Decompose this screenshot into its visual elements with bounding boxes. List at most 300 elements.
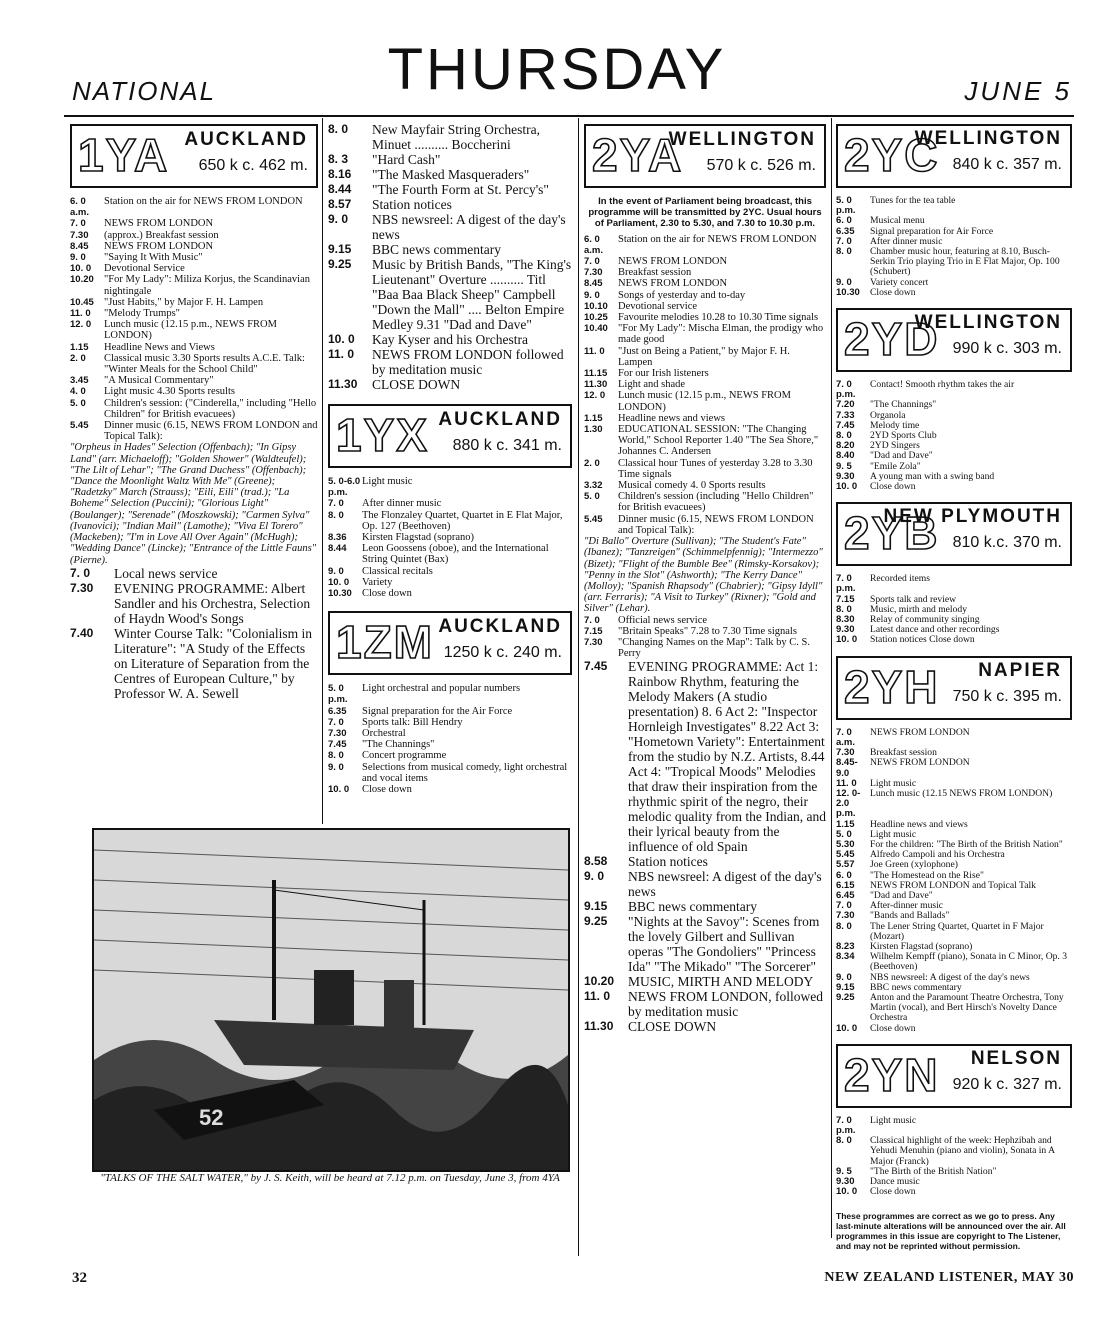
schedule-entry	[836, 196, 1072, 216]
entry-description: Songs of yesterday and to-day	[618, 289, 746, 301]
station-call-sign: 2YB	[844, 507, 940, 560]
entry-time: 9.25	[584, 914, 608, 929]
entry-time: 6.45	[836, 889, 855, 901]
entry-description: Organola	[870, 409, 906, 421]
schedule-entry	[584, 974, 826, 989]
schedule-entry	[328, 197, 572, 212]
entry-time: 7.20	[836, 399, 855, 411]
entry-time: 9. 0	[836, 971, 852, 983]
entry-time: 9.15	[836, 981, 855, 993]
schedule-entry	[328, 182, 572, 197]
schedule-entry	[328, 476, 572, 498]
entry-time: 10.25	[584, 312, 608, 324]
entry-description: Headline news and views	[618, 412, 726, 424]
dinner-music-list: "Orpheus in Hades" Selection (Offenbach); "In Gipsy Land" (arr. Michaeloff); "Golden Shower" (Waldteufel); "The Lilt of Lehar"; "The Grand Duchess" (Offenbach); "Dance the Moonlight Waltz With Me" (Greene); "Radetzky" March (Strauss); "Eili, Eili" (trad.); "La Boheme" Selection (Puccini); "Glorious Light" (Boulanger); "Serenade" (Moszkowski); "Carmen Sylva" (Ivanovici); "Indian Mail" (Lamothe); "Viva El Torero" (Mackeben); "I'm in Love All Over Again" (McHugh); "Wedding Dance" (Lincke); "Entrance of the Little Fauns" (Pierne).	[70, 442, 317, 566]
schedule-2YA	[584, 234, 826, 536]
station-box-2YH	[836, 656, 1072, 720]
schedule-entry	[836, 635, 1072, 645]
entry-time: 8. 0	[836, 430, 852, 442]
schedule-entry	[328, 332, 572, 347]
entry-description: Orchestral	[362, 728, 406, 740]
entry-time: 8. 0	[328, 509, 344, 521]
schedule-entry	[70, 375, 318, 386]
entry-description: "Britain Speaks" 7.28 to 7.30 Time signals	[618, 625, 797, 637]
station-call-sign: 2YD	[844, 313, 940, 366]
schedule-entry	[584, 390, 826, 412]
entry-description: Signal preparation for the Air Force	[362, 705, 513, 717]
entry-description: The Lener String Quartet, Quartet in F Major (Mozart)	[870, 920, 1044, 942]
entry-description: NEWS FROM LONDON and Topical Talk	[870, 879, 1036, 891]
entry-time: 12. 0	[70, 319, 92, 331]
entry-description: BBC news commentary	[628, 899, 757, 915]
programme-2YA	[584, 659, 826, 1034]
schedule-entry	[328, 212, 572, 242]
schedule-entry	[328, 377, 572, 392]
entry-description: NBS newsreel: A digest of the day's news	[628, 869, 822, 900]
schedule-1ZM	[328, 683, 572, 795]
entry-description: Breakfast session	[618, 267, 692, 279]
entry-time: 10. 0	[836, 634, 858, 646]
schedule-entry	[584, 615, 826, 626]
entry-time: 9.15	[584, 899, 608, 914]
entry-description: Sports talk: Bill Hendry	[362, 716, 463, 728]
entry-description: Light music	[870, 828, 917, 840]
entry-description: Classical music 3.30 Sports results A.C.E. Talk: "Winter Meals for the School Child"	[104, 352, 305, 376]
column-divider	[831, 118, 832, 1238]
entry-time: 5. 0	[70, 397, 86, 409]
station-box-1ZM	[328, 611, 572, 675]
entry-time: 11. 0	[584, 345, 605, 357]
entry-description: 2YD Singers	[870, 440, 920, 452]
entry-description: Kirsten Flagstad (soprano)	[362, 532, 474, 544]
schedule-entry	[328, 543, 572, 565]
evening-schedule-2YA	[584, 615, 826, 660]
entry-description: Dinner music (6.15, NEWS FROM LONDON and Topical Talk):	[618, 513, 814, 536]
station-city: WELLINGTON	[668, 129, 816, 150]
entry-time: 9. 5	[836, 1165, 852, 1177]
entry-description: NEWS FROM LONDON	[618, 256, 728, 268]
station-frequency: 920 k c. 327 m.	[952, 1075, 1062, 1093]
entry-time: 8.40	[836, 450, 855, 462]
entry-time: 10.30	[836, 286, 860, 298]
entry-description: Classical recitals	[362, 565, 433, 577]
schedule-entry	[836, 952, 1072, 972]
entry-time: 7.45	[836, 419, 855, 431]
entry-description: Dance music	[870, 1176, 920, 1187]
schedule-entry	[328, 122, 572, 152]
schedule-entry	[328, 706, 572, 717]
entry-time: 10. 0	[836, 481, 858, 493]
svg-text:52: 52	[199, 1105, 224, 1130]
entry-description: Official news service	[618, 614, 708, 626]
entry-description: Classical highlight of the week: Hephzibah and Yehudi Menuhin (piano and violin), Sonata in A Major (Franck)	[870, 1135, 1055, 1167]
entry-description: "Nights at the Savoy": Scenes from the lovely Gilbert and Sullivan operas "The Gondoliers" "Princess Ida" "The Mikado" "The Sorcerer"	[628, 914, 820, 975]
page-title: THURSDAY	[387, 37, 727, 102]
entry-time: 7.30	[836, 747, 855, 759]
entry-time: 7.30	[328, 728, 347, 740]
entry-time: 4. 0	[70, 386, 86, 398]
schedule-entry	[584, 989, 826, 1019]
station-frequency: 880 k c. 341 m.	[452, 437, 562, 454]
entry-description: Light music	[870, 777, 917, 789]
entry-time: 8.16	[328, 167, 352, 181]
schedule-entry	[328, 510, 572, 532]
entry-description: Dinner music (6.15, NEWS FROM LONDON and Topical Talk):	[104, 420, 318, 443]
schedule-entry	[836, 758, 1072, 778]
entry-description: NEWS FROM LONDON	[870, 726, 970, 738]
entry-time: 5. 0 p.m.	[836, 195, 856, 217]
station-city: WELLINGTON	[914, 128, 1062, 149]
entry-time: 7.30	[836, 910, 855, 922]
entry-description: BBC news commentary	[870, 981, 962, 993]
entry-time: 8.58	[584, 854, 608, 869]
station-frequency: 650 k c. 462 m.	[198, 157, 308, 174]
station-frequency: 990 k c. 303 m.	[952, 340, 1062, 358]
entry-description: For our Irish listeners	[618, 368, 709, 380]
entry-time: 9.15	[328, 242, 352, 256]
schedule-entry	[70, 230, 318, 241]
entry-description: Musical menu	[870, 215, 925, 227]
schedule-entry	[584, 424, 826, 458]
column-divider	[578, 118, 579, 1256]
station-call-sign: 2YH	[844, 660, 940, 713]
schedule-entry	[328, 683, 572, 705]
entry-time: 8.36	[328, 532, 347, 544]
entry-description: Leon Goossens (oboe), and the International String Quintet (Bax)	[362, 543, 549, 566]
entry-time: 1.15	[836, 818, 855, 830]
entry-description: After dinner music	[870, 235, 943, 247]
entry-time: 7. 0	[70, 218, 86, 230]
entry-description: Children's session (including "Hello Children" for British evacuees)	[618, 491, 814, 514]
schedule-entry	[836, 789, 1072, 820]
entry-description: Favourite melodies 10.28 to 10.30 Time signals	[618, 312, 819, 324]
entry-time: 8.45	[584, 278, 603, 290]
entry-description: "Just Habits," by Major F. H. Lampen	[104, 296, 264, 308]
entry-description: Station on the air for NEWS FROM LONDON	[104, 196, 303, 207]
entry-description: Contact! Smooth rhythm takes the air	[870, 379, 1015, 391]
entry-description: Signal preparation for Air Force	[870, 225, 994, 237]
schedule-2YN	[836, 1116, 1072, 1198]
entry-time: 9. 0	[836, 276, 852, 288]
schedule-entry	[328, 728, 572, 739]
entry-time: 1.30	[584, 424, 603, 436]
entry-description: Tunes for the tea table	[870, 195, 956, 206]
entry-time: 7. 0 p.m.	[836, 573, 856, 595]
column-2YA	[584, 122, 826, 1034]
schedule-entry	[70, 274, 318, 296]
entry-time: 8.44	[328, 182, 352, 196]
entry-description: "Emile Zola"	[870, 460, 921, 472]
entry-time: 10.30	[328, 588, 352, 600]
entry-time: 8.30	[836, 614, 855, 626]
station-call-sign: 1YA	[78, 129, 170, 181]
schedule-entry	[836, 728, 1072, 748]
schedule-entry	[70, 398, 318, 420]
station-city: NAPIER	[978, 659, 1062, 681]
entry-time: 1.15	[584, 412, 603, 424]
entry-time: 11.15	[584, 368, 608, 380]
schedule-2YH	[836, 728, 1072, 1034]
station-box-2YA	[584, 124, 826, 188]
entry-description: Children's session: ("Cinderella," including "Hello Children" for British evacuees)	[104, 397, 317, 420]
entry-time: 6.15	[836, 879, 855, 891]
entry-time: 7. 0	[328, 498, 344, 510]
station-box-2YC	[836, 124, 1072, 188]
entry-description: Station notices Close down	[870, 634, 975, 646]
schedule-entry	[584, 234, 826, 256]
entry-description: After-dinner music	[870, 900, 944, 912]
schedule-entry	[328, 717, 572, 728]
entry-time: 11. 0	[584, 989, 611, 1004]
entry-description: Close down	[870, 286, 916, 298]
schedule-entry	[584, 480, 826, 491]
schedule-entry	[328, 750, 572, 761]
schedule-entry	[70, 581, 318, 626]
entry-time: 11.30	[584, 379, 608, 391]
entry-description: Light music	[362, 476, 413, 487]
entry-description: Station notices	[628, 854, 708, 870]
schedule-2YC	[836, 196, 1072, 298]
schedule-entry	[584, 626, 826, 637]
entry-time: 2. 0	[70, 352, 86, 364]
schedule-entry	[328, 167, 572, 182]
schedule-1YA-continued	[328, 122, 572, 392]
entry-time: 7. 0	[328, 716, 344, 728]
schedule-entry	[584, 514, 826, 536]
schedule-entry	[836, 482, 1072, 492]
schedule-entry	[836, 1187, 1072, 1197]
entry-description: Recorded items	[870, 573, 930, 585]
entry-description: NEWS FROM LONDON	[104, 240, 214, 252]
entry-time: 9.25	[328, 257, 352, 271]
schedule-entry	[836, 288, 1072, 298]
entry-description: Devotional service	[618, 300, 698, 312]
entry-description: "Dad and Dave"	[870, 889, 933, 901]
entry-description: "The Fourth Form at St. Percy's"	[372, 182, 549, 197]
schedule-entry	[70, 297, 318, 308]
entry-time: 6. 0 a.m.	[584, 233, 604, 256]
schedule-entry	[70, 241, 318, 252]
schedule-entry	[836, 993, 1072, 1024]
schedule-entry	[328, 588, 572, 599]
entry-description: Light orchestral and popular numbers	[362, 683, 521, 695]
schedule-entry	[328, 498, 572, 509]
entry-time: 8. 0	[328, 750, 344, 762]
schedule-entry	[584, 854, 826, 869]
entry-description: "Melody Trumps"	[104, 308, 180, 320]
entry-time: 6. 0	[836, 215, 852, 227]
entry-time: 8.34	[836, 951, 855, 963]
schedule-entry	[584, 413, 826, 424]
header-rule	[64, 115, 1074, 117]
station-frequency: 1250 k c. 240 m.	[443, 644, 562, 662]
entry-description: Station on the air for NEWS FROM LONDON	[618, 233, 817, 245]
entry-description: Kay Kyser and his Orchestra	[372, 332, 528, 347]
entry-description: Music, mirth and melody	[870, 603, 967, 615]
schedule-entry	[70, 353, 318, 375]
schedule-entry	[70, 420, 318, 442]
entry-description: Light music	[870, 1114, 917, 1126]
entry-time: 8. 3	[328, 152, 349, 166]
entry-time: 10. 0	[70, 263, 92, 275]
column-1YA	[70, 122, 318, 701]
schedule-entry	[584, 659, 826, 854]
dinner-music-list: "Di Ballo" Overture (Sullivan); "The Student's Fate" (Ibanez); "Tanzreigen" (Schimmelpfennig); "Intermezzo" (Bizet); "Flight of the Bumble Bee" (Rimsky-Korsakov); "Penny in the Slot" (Ashworth); "The Kerry Dance" (Molloy); "Spanish Rhapsody" (Chabrier); "Gipsy Idyll" (arr. Ferraris); "A Visit to Turkey" (Rixner); "Gold and Silver" (Lehar).	[584, 536, 823, 615]
schedule-entry	[584, 869, 826, 899]
entry-time: 5. 0	[584, 491, 600, 503]
entry-time: 10.45	[70, 296, 94, 308]
entry-time: 9. 0	[328, 565, 344, 577]
entry-description: A young man with a swing band	[870, 470, 995, 482]
schedule-1YA	[70, 196, 318, 442]
entry-time: 9. 0	[328, 212, 349, 226]
entry-description: "For My Lady": Mischa Elman, the prodigy who made good	[618, 323, 824, 346]
entry-description: NEWS FROM LONDON	[870, 757, 970, 769]
entry-description: Lunch music (12.15 NEWS FROM LONDON)	[870, 787, 1053, 799]
entry-time: 9. 0	[328, 761, 344, 773]
schedule-entry	[584, 368, 826, 379]
entry-time: 9. 0	[70, 252, 86, 264]
entry-description: Melody time	[870, 419, 920, 431]
entry-time: 8. 0	[836, 920, 852, 932]
station-box-1YA	[70, 124, 318, 188]
schedule-entry	[584, 278, 826, 289]
station-call-sign: 2YN	[844, 1048, 940, 1101]
entry-description: CLOSE DOWN	[372, 377, 461, 392]
entry-description: Sports talk and review	[870, 593, 957, 605]
entry-time: 7.40	[70, 625, 94, 640]
entry-description: Relay of community singing	[870, 614, 980, 626]
station-call-sign: 1ZM	[336, 616, 434, 669]
entry-description: "Saying It With Music"	[104, 252, 203, 264]
entry-description: NBS newsreel: A digest of the day's news	[870, 971, 1030, 983]
entry-description: Wilhelm Kempff (piano), Sonata in C Minor, Op. 3 (Beethoven)	[870, 951, 1068, 973]
entry-description: Close down	[362, 784, 412, 796]
schedule-entry	[70, 566, 318, 581]
schedule-entry	[70, 386, 318, 397]
schedule-entry	[584, 899, 826, 914]
schedule-entry	[584, 379, 826, 390]
entry-description: Lunch music (12.15 p.m., NEWS FROM LONDON)	[104, 319, 277, 342]
entry-time: 7. 0 p.m.	[836, 379, 856, 401]
station-box-2YD	[836, 308, 1072, 372]
entry-time: 7.15	[584, 625, 603, 637]
entry-description: CLOSE DOWN	[628, 1019, 717, 1035]
entry-time: 9. 0	[584, 289, 600, 301]
copyright-note: These programmes are correct as we go to press. Any last-minute alterations will be announced over the air. All programmes in this issue are copyright to The Listener, and may not be reprinted without permission.	[836, 1211, 1066, 1252]
entry-time: 5.30	[836, 838, 855, 850]
schedule-1YX	[328, 476, 572, 599]
entry-description: "A Musical Commentary"	[104, 375, 214, 387]
station-city: AUCKLAND	[438, 409, 562, 430]
station-city: AUCKLAND	[438, 616, 562, 638]
entry-time: 10. 0	[836, 1022, 858, 1034]
column-divider	[322, 118, 323, 824]
entry-time: 8. 0	[328, 122, 349, 136]
entry-time: 6. 0 a.m.	[70, 196, 90, 219]
entry-time: 5. 0 p.m.	[328, 683, 348, 706]
entry-time: 7.15	[836, 593, 855, 605]
schedule-entry	[584, 1019, 826, 1034]
station-city: NEW PLYMOUTH	[883, 506, 1062, 528]
entry-time: 12. 0	[584, 390, 606, 402]
entry-time: 5.45	[836, 849, 855, 861]
entry-time: 7. 0	[584, 614, 600, 626]
entry-time: 10.20	[584, 974, 615, 989]
schedule-entry	[584, 637, 826, 659]
entry-description: Music by British Bands, "The King's Lieutenant" Overture .......... Titl "Baa Baa Black Sheep" Campbell "Down the Mall" .... Belton Empire Medley 9.31 "Dad and Dave"	[372, 257, 572, 332]
entry-time: 9. 5	[836, 460, 852, 472]
schedule-entry	[328, 532, 572, 543]
entry-time: 3.32	[584, 480, 603, 492]
entry-time: 10.40	[584, 323, 608, 335]
entry-time: 9. 0	[584, 869, 605, 884]
entry-time: 9.30	[836, 624, 855, 636]
entry-time: 11. 0	[70, 308, 91, 320]
entry-description: Lunch music (12.15 p.m., NEWS FROM LONDON)	[618, 390, 791, 413]
entry-description: "The Masked Masqueraders"	[372, 167, 530, 182]
entry-time: 7.30	[584, 636, 603, 648]
entry-time: 7. 0	[70, 565, 91, 580]
schedule-entry	[70, 196, 318, 218]
schedule-entry	[328, 347, 572, 377]
station-city: AUCKLAND	[184, 129, 308, 150]
schedule-entry	[836, 1116, 1072, 1136]
entry-description: "Just on Being a Patient," by Major F. H. Lampen	[618, 345, 790, 368]
entry-time: 5.45	[584, 513, 603, 525]
entry-time: 8.57	[328, 197, 352, 211]
entry-description: For the children: "The Birth of the British Nation"	[870, 838, 1063, 850]
entry-time: 10.20	[70, 274, 94, 286]
schedule-entry	[836, 574, 1072, 594]
station-box-1YX	[328, 404, 572, 468]
schedule-entry	[328, 762, 572, 784]
entry-time: 5.57	[836, 859, 855, 871]
entry-time: 8.20	[836, 440, 855, 452]
schedule-entry	[836, 1024, 1072, 1034]
entry-time: 5. 0-6.0 p.m.	[328, 476, 361, 499]
entry-description: 2YD Sports Club	[870, 430, 937, 442]
schedule-2YD	[836, 380, 1072, 492]
entry-description: (approx.) Breakfast session	[104, 229, 219, 241]
entry-description: NEWS FROM LONDON	[104, 218, 214, 230]
column-4	[836, 122, 1072, 1251]
entry-time: 8. 0	[836, 246, 852, 258]
schedule-entry	[584, 458, 826, 480]
entry-time: 8. 0	[836, 603, 852, 615]
entry-description: Chamber music hour, featuring at 8.10, Busch-Serkin Trio playing Trio in E Flat Major, Op. 100 (Schubert)	[870, 246, 1060, 278]
entry-description: After dinner music	[362, 498, 442, 510]
entry-description: Alfredo Campoli and his Orchestra	[870, 849, 1005, 861]
entry-description: Headline News and Views	[104, 341, 215, 353]
entry-description: "Dad and Dave"	[870, 450, 933, 462]
entry-description: "The Channings"	[870, 399, 937, 411]
entry-description: Variety concert	[870, 276, 929, 288]
schedule-entry	[584, 346, 826, 368]
schedule-entry	[70, 263, 318, 274]
entry-time: 7.30	[584, 267, 603, 279]
entry-description: EVENING PROGRAMME: Albert Sandler and his Orchestra, Selection of Haydn Wood's Songs	[114, 580, 311, 626]
entry-time: 7. 0	[836, 900, 852, 912]
schedule-entry	[70, 218, 318, 229]
schedule-entry	[70, 308, 318, 319]
column-2	[328, 122, 572, 795]
entry-description: NBS newsreel: A digest of the day's news	[372, 212, 566, 242]
schedule-entry	[328, 242, 572, 257]
entry-description: Selections from musical comedy, light orchestral and vocal items	[362, 761, 568, 784]
evening-schedule-1YA	[70, 566, 318, 701]
entry-time: 11. 0	[328, 347, 355, 361]
